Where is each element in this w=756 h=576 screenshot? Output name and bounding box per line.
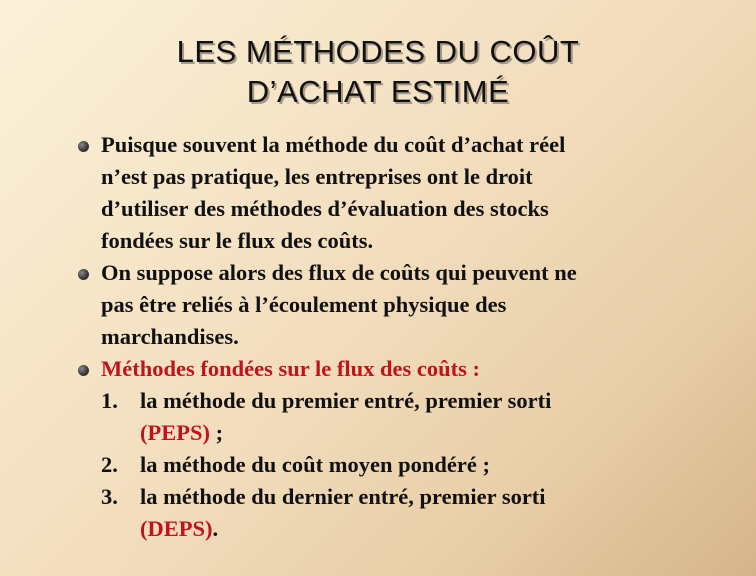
bullet-1-line-2: n’est pas pratique, les entreprises ont le droit	[101, 164, 533, 189]
numbered-item-1-line-2-rest: ;	[210, 420, 224, 445]
bullet-2-line-2: pas être reliés à l’écoulement physique des	[101, 292, 507, 317]
deps-acronym: (DEPS)	[140, 516, 213, 541]
peps-acronym: (PEPS)	[140, 420, 210, 445]
slide-title	[0, 32, 756, 112]
bullet-1-line-4: fondées sur le flux des coûts.	[101, 228, 374, 253]
numbered-item-2-number: 2.	[101, 452, 118, 477]
numbered-item-1-number: 1.	[101, 388, 118, 413]
slide-content	[0, 129, 756, 545]
numbered-item-2	[0, 449, 756, 481]
numbered-item-1-line-1: la méthode du premier entré, premier sorti	[140, 388, 552, 413]
bullet-item-1	[0, 129, 756, 257]
numbered-item-1-line-2	[140, 417, 756, 449]
bullet-2-line-1: On suppose alors des flux de coûts qui peuvent ne	[101, 260, 577, 285]
bullet-item-3	[0, 353, 756, 545]
bullet-1-line-1: Puisque souvent la méthode du coût d’achat réel	[101, 132, 566, 157]
numbered-item-3-number: 3.	[101, 484, 118, 509]
numbered-item-3	[0, 481, 756, 545]
bullet-dot-icon	[78, 141, 89, 152]
slide-title-line-1: LES MÉTHODES DU COÛT	[176, 34, 580, 69]
bullet-1-line-3: d’utiliser des méthodes d’évaluation des stocks	[101, 196, 549, 221]
bullet-2-line-3: marchandises.	[101, 324, 239, 349]
numbered-item-1	[0, 385, 756, 449]
numbered-item-2-line-1: la méthode du coût moyen pondéré ;	[140, 452, 490, 477]
bullet-item-2	[0, 257, 756, 353]
numbered-item-3-line-2-rest: .	[212, 516, 219, 541]
numbered-item-3-line-2	[140, 513, 756, 545]
bullet-dot-icon	[78, 269, 89, 280]
bullet-dot-icon	[78, 365, 89, 376]
slide-title-line-2: D’ACHAT ESTIMÉ	[246, 74, 510, 109]
bullet-3-line-1: Méthodes fondées sur le flux des coûts :	[101, 356, 480, 381]
numbered-item-3-line-1: la méthode du dernier entré, premier sorti	[140, 484, 546, 509]
